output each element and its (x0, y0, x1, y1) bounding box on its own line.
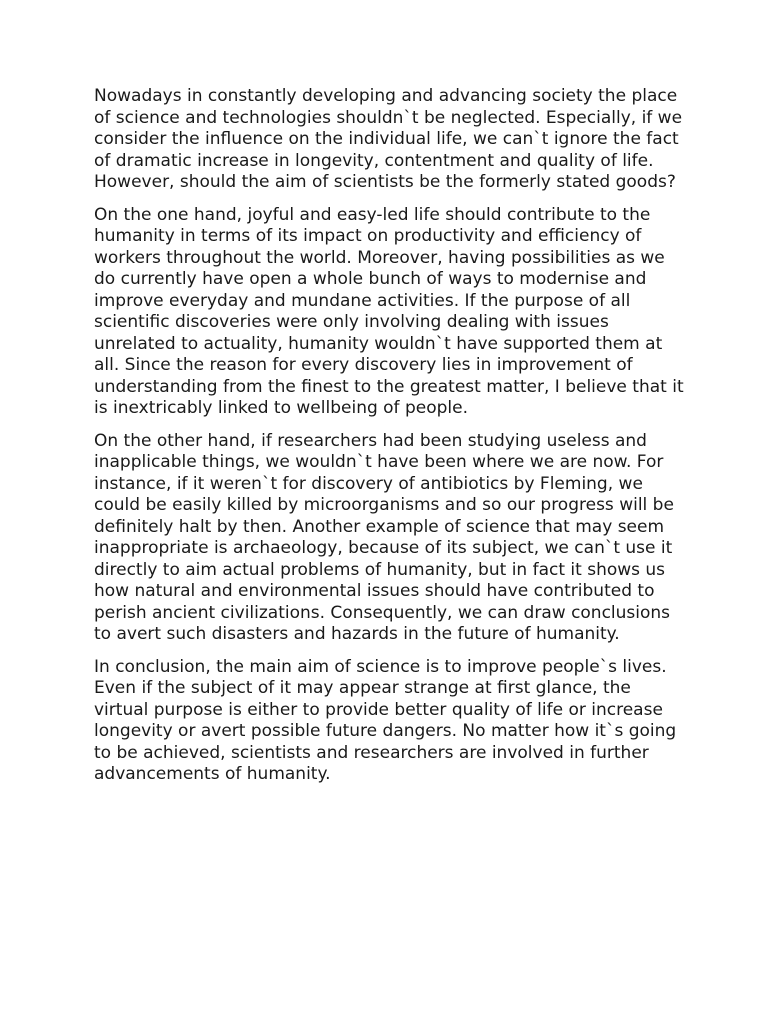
paragraph-second-argument: On the other hand, if researchers had been studying useless and inapplicable things, we wouldn`t have been where we are now. For instance, if it weren`t for discovery of antibiotics by Fleming, we could be easily killed by microorganisms and so our progress will be definitely halt by then. Another example of science that may seem inappropriate is archaeology, because of its subject, we can`t use it directly to aim actual problems of humanity, but in fact it shows us how natural and environmental issues should have contributed to perish ancient civilizations. Consequently, we can draw conclusions to avert such disasters and hazards in the future of humanity. (94, 430, 674, 644)
paragraph-conclusion: In conclusion, the main aim of science is to improve people`s lives. Even if the subject of it may appear strange at first glance, the virtual purpose is either to provide better quality of life or increase longevity or avert possible future dangers. No matter how it`s going to be achieved, scientists and researchers are involved in further advancements of humanity. (94, 656, 677, 784)
paragraph-introduction: Nowadays in constantly developing and advancing society the place of science and technologies shouldn`t be neglected. Especially, if we consider the influence on the individual life, we can`t ignore the fact of dramatic increase in longevity, contentment and quality of life. However, should the aim of scientists be the formerly stated goods? (94, 86, 683, 192)
essay-body (94, 86, 684, 797)
paragraph-first-argument: On the one hand, joyful and easy-led life should contribute to the humanity in terms of its impact on productivity and efficiency of workers throughout the world. Moreover, having possibilities as we do currently have open a whole bunch of ways to modernise and improve everyday and mundane activities. If the purpose of all scientific discoveries were only involving dealing with issues unrelated to actuality, humanity wouldn`t have supported them at all. Since the reason for every discovery lies in improvement of understanding from the finest to the greatest matter, I believe that it is inextricably linked to wellbeing of people. (94, 204, 684, 418)
